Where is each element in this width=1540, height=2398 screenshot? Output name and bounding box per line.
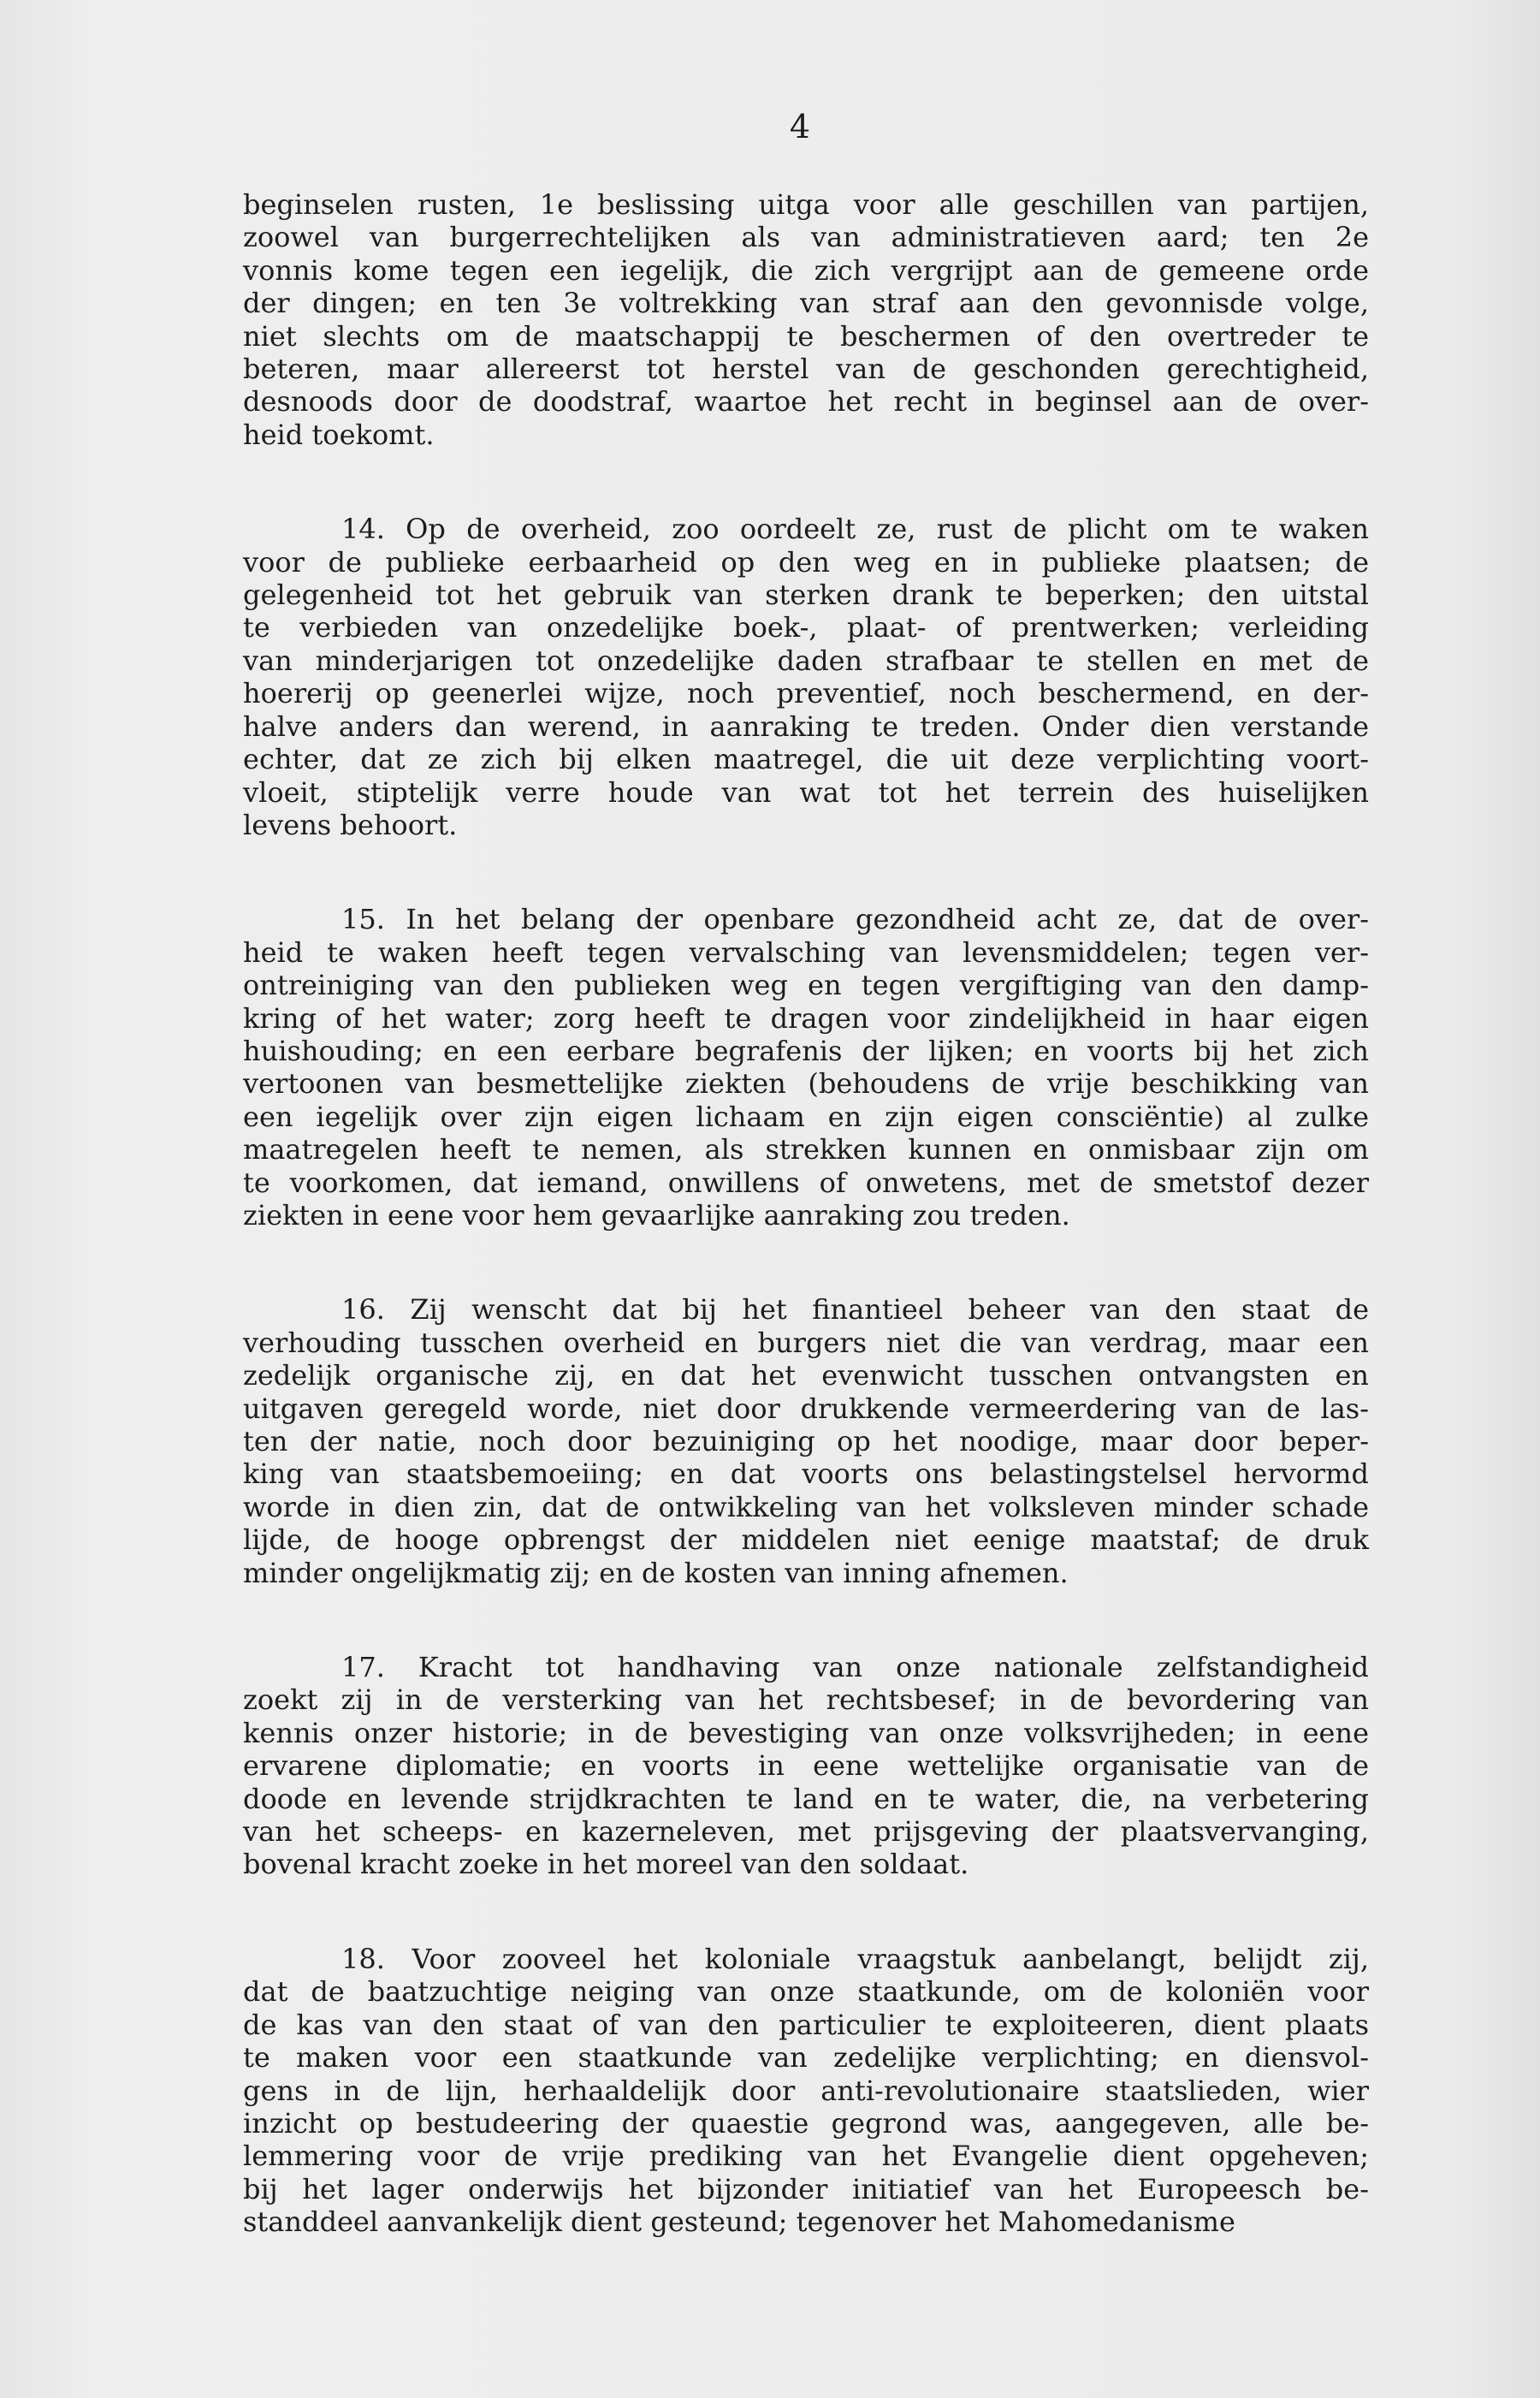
text-line: voor de publieke eerbaarheid op den weg en in publieke plaatsen; de [243, 545, 1369, 579]
text-line: heid toekomt. [243, 418, 435, 451]
text-line: te maken voor een staatkunde van zedelijke verplichting; en diensvol- [243, 2041, 1369, 2075]
text-line: kennis onzer historie; in de bevestiging van onze volksvrijheden; in eene [243, 1716, 1369, 1749]
text-line: kring of het water; zorg heeft te dragen voor zindelijkheid in haar eigen [243, 1001, 1369, 1035]
text-line: lemmering voor de vrije prediking van het Evangelie dient opgeheven; [243, 2140, 1369, 2173]
text-line: vloeit, stiptelijk verre houde van wat tot het terrein des huiselijken [243, 775, 1369, 809]
text-line: maatregelen heeft te nemen, als strekken kunnen en onmisbaar zijn om [243, 1133, 1369, 1166]
text-line: king van staatsbemoeiing; en dat voorts ons belastingstelsel hervormd [243, 1457, 1369, 1491]
text-line: desnoods door de doodstraf, waartoe het recht in beginsel aan de over- [243, 385, 1369, 418]
text-line: 17. Kracht tot handhaving van onze nationale zelfstandigheid [341, 1651, 1369, 1684]
text-line: halve anders dan werend, in aanraking te treden. Onder dien verstande [243, 709, 1369, 743]
text-line: ontreiniging van den publieken weg en tegen vergiftiging van den damp- [243, 969, 1369, 1002]
text-line: doode en levende strijdkrachten te land en te water, die, na verbetering [243, 1782, 1369, 1815]
text-line: ten der natie, noch door bezuiniging op het noodige, maar door beper- [243, 1425, 1369, 1457]
text-line: worde in dien zin, dat de ontwikkeling van het volksleven minder schade [243, 1490, 1369, 1523]
text-line: vertoonen van besmettelijke ziekten (behoudens de vrije beschikking van [243, 1067, 1369, 1101]
text-line: 18. Voor zooveel het koloniale vraagstuk aanbelangt, belijdt zij, [341, 1942, 1369, 1975]
text-line: heid te waken heeft tegen vervalsching van levensmiddelen; tegen ver- [243, 935, 1369, 969]
text-line: een iegelijk over zijn eigen lichaam en zijn eigen consciëntie) al zulke [243, 1100, 1369, 1133]
paragraph-intro [243, 188, 1369, 451]
text-line: van het scheeps- en kazerneleven, met prijsgeving der plaatsvervanging, [243, 1815, 1369, 1849]
text-line: dat de baatzuchtige neiging van onze staatkunde, om de koloniën voor [243, 1975, 1369, 2009]
text-line: 14. Op de overheid, zoo oordeelt ze, rust de plicht om te waken [341, 513, 1369, 546]
page-number: 4 [789, 108, 811, 145]
text-line: gens in de lijn, herhaaldelijk door anti-revolutionaire staatslieden, wier [243, 2074, 1369, 2107]
text-line: zoowel van burgerrechtelijken als van administratieven aard; ten 2e [243, 221, 1369, 254]
text-line: 15. In het belang der openbare gezondheid acht ze, dat de over- [341, 903, 1369, 936]
text-line: bovenal kracht zoeke in het moreel van den soldaat. [243, 1848, 969, 1881]
text-line: te verbieden van onzedelijke boek-, plaat- of prentwerken; verleiding [243, 611, 1369, 644]
text-line: minder ongelijkmatig zij; en de kosten van inning afnemen. [243, 1556, 1069, 1589]
text-line: de kas van den staat of van den particulier te exploiteeren, dient plaats [243, 2008, 1369, 2041]
paragraph-article-14 [243, 513, 1369, 841]
text-line: standdeel aanvankelijk dient gesteund; tegenover het Mahomedanisme [243, 2205, 1235, 2239]
paragraph-article-16 [243, 1293, 1369, 1589]
text-line: te voorkomen, dat iemand, onwillens of onwetens, met de smetstof dezer [243, 1166, 1369, 1199]
text-line: vonnis kome tegen een iegelijk, die zich vergrijpt aan de gemeene orde [243, 253, 1369, 287]
text-line: hoererij op geenerlei wijze, noch preventief, noch beschermend, en der- [243, 677, 1369, 710]
text-line: ervarene diplomatie; en voorts in eene wettelijke organisatie van de [243, 1749, 1369, 1783]
body-text [243, 188, 1369, 2300]
text-line: zedelijk organische zij, en dat het evenwicht tusschen ontvangsten en [243, 1359, 1369, 1392]
text-line: niet slechts om de maatschappij te beschermen of den overtreder te [243, 319, 1369, 353]
text-line: zoekt zij in de versterking van het rechtsbesef; in de bevordering van [243, 1683, 1369, 1717]
text-line: uitgaven geregeld worde, niet door drukkende vermeerdering van de las- [243, 1392, 1369, 1425]
paragraph-article-18 [243, 1943, 1369, 2239]
paragraph-article-15 [243, 903, 1369, 1232]
text-line: huishouding; en een eerbare begrafenis der lijken; en voorts bij het zich [243, 1034, 1369, 1067]
text-line: bij het lager onderwijs het bijzonder initiatief van het Europeesch be- [243, 2172, 1369, 2205]
text-line: gelegenheid tot het gebruik van sterken drank te beperken; den uitstal [243, 579, 1369, 612]
text-line: echter, dat ze zich bij elken maatregel, die uit deze verplichting voort- [243, 743, 1369, 776]
text-line: ziekten in eene voor hem gevaarlijke aanraking zou treden. [243, 1198, 1070, 1232]
text-line: beteren, maar allereerst tot herstel van de geschonden gerechtigheid, [243, 353, 1369, 386]
text-line: verhouding tusschen overheid en burgers niet die van verdrag, maar een [243, 1326, 1369, 1359]
text-line: 16. Zij wenscht dat bij het finantieel beheer van den staat de [341, 1293, 1369, 1327]
text-line: der dingen; en ten 3e voltrekking van straf aan den gevonnisde volge, [243, 287, 1369, 320]
text-line: lijde, de hooge opbrengst der middelen niet eenige maatstaf; de druk [243, 1523, 1369, 1557]
text-line: levens behoort. [243, 808, 458, 841]
paragraph-article-17 [243, 1651, 1369, 1881]
text-line: van minderjarigen tot onzedelijke daden strafbaar te stellen en met de [243, 644, 1369, 677]
text-line: beginselen rusten, 1e beslissing uitga voor alle geschillen van partijen, [243, 188, 1369, 221]
text-line: inzicht op bestudeering der quaestie gegrond was, aangegeven, alle be- [243, 2106, 1369, 2140]
